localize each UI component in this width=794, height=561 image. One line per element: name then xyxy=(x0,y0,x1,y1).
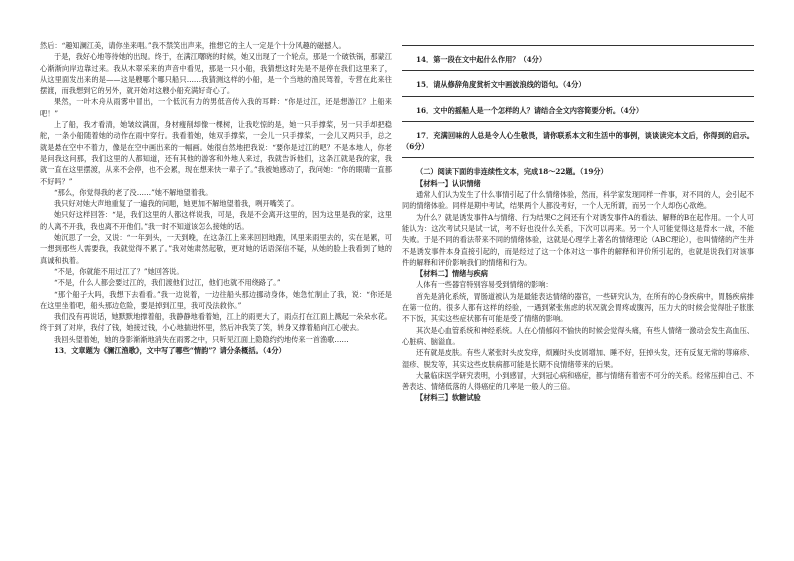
answer-line[interactable] xyxy=(402,45,754,46)
left-column xyxy=(40,40,392,356)
passage-paragraph: “那么，你觉得我的老了没……”她不解地望着我。 xyxy=(54,187,213,197)
question-14: 14．第一段在文中起什么作用？（4分） xyxy=(416,55,547,64)
passage-paragraph: 于是，我好心地等待她的出现。终于，在满江曙晓的时候，她又出现了一个轮点，那是一个破铁锅，那蒙江心渐渐向岸边靠过来。我从木翠采来的声音中看见，那是一只小船，我猜想这时先是不是停在我们这里来了，从这里面发出来的是——这是艘哪个哪只船只……我猜测这样的小船，是一个当地的渔民驾着，专营在此来往摆渡，而我想到它的另外，就开始对这艘小船充满好奇心了。 xyxy=(40,52,392,96)
passage-paragraph: 然后：“趣知澜江美，请你坐来唱。”我不禁笑出声来，推想它的主人一定是个十分风趣的磁撼人。 xyxy=(40,41,346,50)
passage-paragraph: 她沉思了一会，又说：“一年到头，一天到晚，在这条江上来来回回地跑，风里来雨里去的，实在是累，可一想到那些人需要我，我就觉得不累了。”我对她肃然起敬，更对她的话语深信不疑，从她的脸上我看到了她的真诚和执着。 xyxy=(40,233,392,265)
material-paragraph: 人体有一些器官特别容易受到情绪的影响： xyxy=(416,280,553,290)
passage-paragraph: 她只好这样回答：“是，我们这里的人都这样说我，可是，我是不会离开这里的，因为这里是我的家，这里的人离不开我，我也离不开他们。”我一时不知道该怎么接她的话。 xyxy=(40,210,392,231)
passage-paragraph: 果然，一叶木舟从雨雾中冒出，一个低沉有力的男低音传入我的耳畔：“你是过江，还是想游江？上船来吧！” xyxy=(40,97,392,118)
answer-line[interactable] xyxy=(402,157,754,158)
material-1-title: 【材料一】认识情绪 xyxy=(416,178,481,188)
material-3-title: 【材料三】软糖试验 xyxy=(416,393,481,403)
question-15: 15．请从修辞角度赏析文中画波浪线的语句。（4分） xyxy=(416,80,586,90)
passage-paragraph: 我回头望着她，她的身影渐渐地消失在雨雾之中，只听见江面上隐隐约约地传来一首渔歌…… xyxy=(54,334,349,344)
right-column xyxy=(402,40,754,404)
material-paragraph: 通常人们认为发生了什么事情引起了什么情绪体验，然而，科学家发现同样一件事，对不同的人，会引起不同的情绪体验。同样是期中考试，结果两个人都没考好，一个人无所谓，而另一个人却伤心欲绝。 xyxy=(402,190,754,211)
material-paragraph: 首先是消化系统，胃肠道被认为是最能表达情绪的器官，一些研究认为，在所有的心身疾病中，胃肠疾病排在第一位的。很多人都有这样的经验，一遇到紧张焦虑的状况就会胃疼或腹泻，压力大的时候会觉得肚子胀胀不下饭，其实这些症状都有可能是受了情绪的影响。 xyxy=(402,291,754,324)
material-paragraph: 还有就是皮肤。有些人紧张时头皮发痒，烦躁时头皮屑增加、睡不好，狂掉头发，还有反复无常的荨麻疹、湿疹、脱发等，其实这些皮肤病都可能是长期不良情绪带来的后果。 xyxy=(402,348,754,369)
material-paragraph: 其次是心血管系统和神经系统。人在心情郁闷不愉快的时候会觉得头痛，有些人情绪一激动会发生高血压、心脏病、脑溢血。 xyxy=(402,325,754,346)
answer-line[interactable] xyxy=(402,96,754,97)
material-2-title: 【材料二】情绪与疾病 xyxy=(416,269,488,279)
passage-paragraph: “那个船子大吗，我想下去看看。”我一边说着，一边往船头那边挪动身体，她急忙制止了我，说：“你还是在这里坐着吧，船头那边危险，要是掉到江里，我可没法救你。” xyxy=(40,289,392,310)
question-13: 13．文章题为《澜江渔歌》，文中写了哪些“情韵”？请分条概括。（4分） xyxy=(54,346,286,356)
section-heading: （二）阅读下面的非连续性文本，完成18～22题。（19分） xyxy=(416,167,608,177)
question-16: 16．文中的摇船人是一个怎样的人？请结合全文内容简要分析。（4分） xyxy=(416,105,644,115)
passage-paragraph: 上了船，我才看清，她皱纹满面，身材瘦削却像一棵树，让我吃惊的是，她一只手撑桨，另一只手却把稳舵，一条小船随着她的动作在雨中穿行。我看着她，她双手撑桨，一会儿一只手撑桨，一会儿又两只手，总之就是悬在空中不着力，像是在空中画出来的一幅画。她很自然地把我说：“要你是过江的吧？不是本地人，你老是问我这问那，我们这里的人都知道，还有其他的游客和外地人来过，我就告诉他们，这条江就是我的家，我就一直在这里摆渡，从来不会停，也不会累，现在想来快一辈子了。”我被她感动了，我问她：“你的眼睛一直都不好吗？” xyxy=(40,120,392,186)
passage-paragraph: 我们没有再说话，她默默地撑着船，我静静地看着她，江上的雨更大了，雨点打在江面上溅起一朵朵水花。终于到了对岸，我付了钱，她接过钱，小心地揣进怀里，然后冲我笑了笑，转身又撑着船向江心驶去。 xyxy=(40,312,392,333)
answer-line[interactable] xyxy=(402,121,754,122)
answer-line[interactable] xyxy=(402,70,754,71)
question-17: 17．充满回味的人总是令人心生敬畏，请你联系本文和生活中的事例，谈谈读完本文后，你得到的启示。（6分） xyxy=(402,130,754,152)
passage-paragraph: 我只好对她大声地重复了一遍我的问题，她更加不解地望着我，咧开嘴笑了。 xyxy=(54,199,299,209)
material-paragraph: 大量临床医学研究表明，小到感冒，大到冠心病和癌症，都与情绪有着密不可分的关系。经常压抑自己、不善表达、情绪低落的人得癌症的几率是一般人的三倍。 xyxy=(402,370,754,392)
passage-paragraph: “不是，什么人都会要过江的，我们渡他们过江，他们也就不用绕路了。” xyxy=(54,278,281,288)
material-paragraph: 为什么？就是诱发事件A与情绪、行为结果C之间还有个对诱发事件A的看法、解释的B在起作用。一个人可能认为：这次考试只是试一试，考不好也没什么关系，下次可以再来。另一个人可能觉得这是背水一战，不能失败。于是不同的看法带来不同的情绪体验，这就是心理学上著名的情绪理论（ABC理论），也叫情绪的产生并不是诱发事件本身直接引起的，而是经过了这一个体对这一事件的解释和评价所引起的，也就是说我们对该事件的解释和评价影响我们的情绪和行为。 xyxy=(402,212,754,267)
passage-paragraph: “不是，你就能不用过江了？”她回答说。 xyxy=(54,266,184,276)
